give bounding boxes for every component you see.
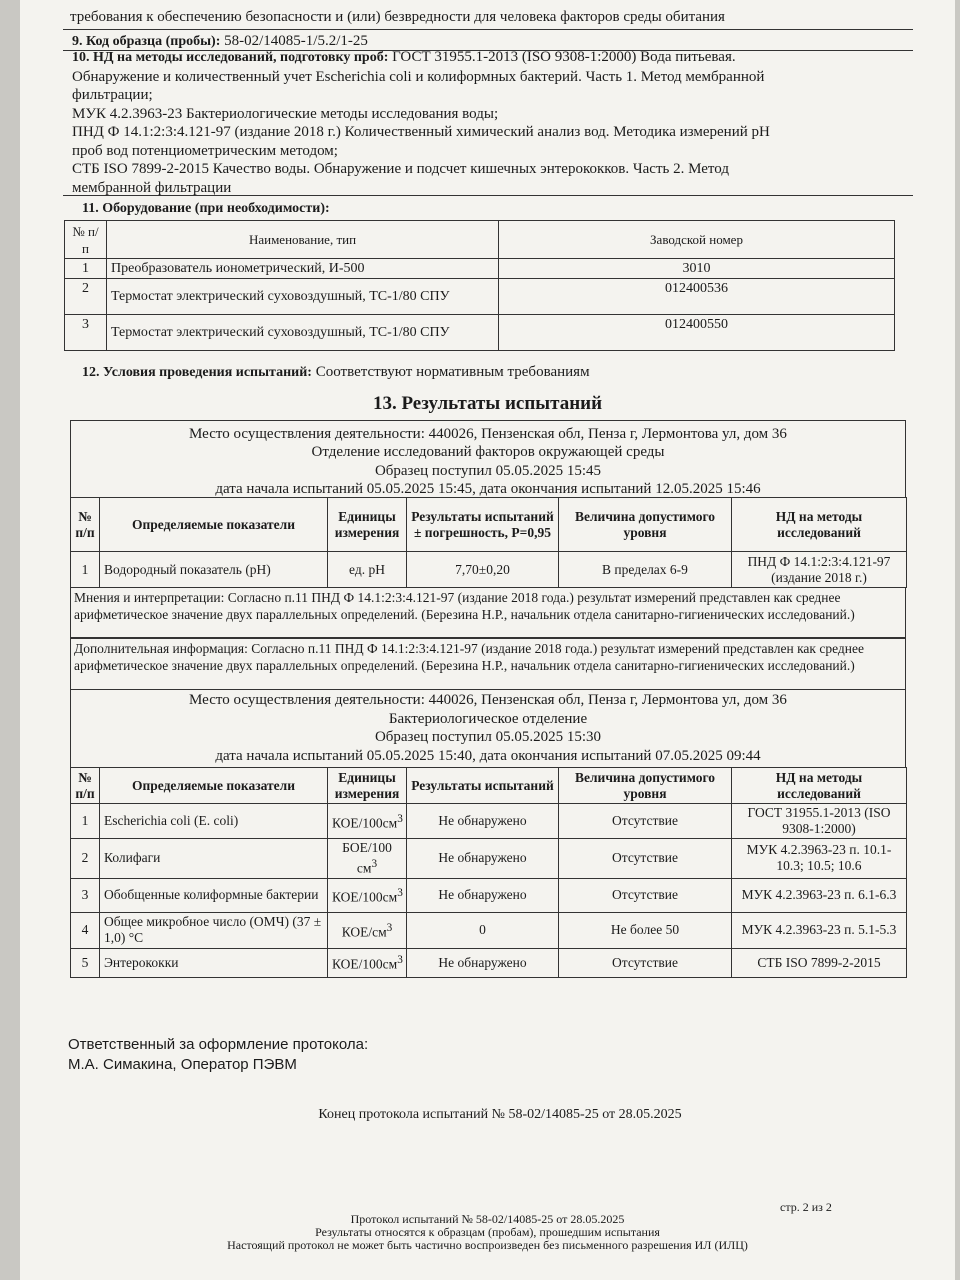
block2-info bbox=[70, 689, 906, 768]
result-method: МУК 4.2.3963-23 п. 6.1-6.3 bbox=[732, 878, 907, 912]
item10-line: ПНД Ф 14.1:2:3:4.121-97 (издание 2018 г.) Количественный химический анализ вод. Методика измерений pH bbox=[72, 124, 770, 140]
result-num: 1 bbox=[71, 552, 100, 588]
result-method: СТБ ISO 7899-2-2015 bbox=[732, 948, 907, 977]
block2-line: Образец поступил 05.05.2025 15:30 bbox=[374, 729, 602, 745]
equipment-num: 3 bbox=[65, 315, 107, 351]
result-value: Не обнаружено bbox=[407, 804, 559, 839]
results2-header-units: Единицы измерения bbox=[328, 768, 407, 804]
result-value: Не обнаружено bbox=[407, 878, 559, 912]
result-value: Не обнаружено bbox=[407, 839, 559, 879]
result-method: ПНД Ф 14.1:2:3:4.121-97 (издание 2018 г.) bbox=[732, 552, 907, 588]
item12-label: 12. Условия проведения испытаний: bbox=[82, 365, 312, 380]
item11-label: 11. Оборудование (при необходимости): bbox=[82, 201, 330, 216]
item10-line: Обнаружение и количественный учет Escherichia coli и колиформных бактерий. Часть 1. Метод мембранной bbox=[72, 68, 765, 85]
result-limit: Отсутствие bbox=[559, 839, 732, 879]
additional-info-note: Дополнительная информация: Согласно п.11 ПНД Ф 14.1:2:3:4.121-97 (издание 2018 года.) результат измерений представлен как среднее арифметическое значение двух параллельных определений. (Березина Н.Р., начальник отдела санитарно-гигиенических исследований.) bbox=[70, 638, 906, 690]
result-units-sup: 3 bbox=[397, 812, 403, 825]
equipment-header-serial: Заводской номер bbox=[499, 221, 895, 259]
footer bbox=[20, 1213, 955, 1252]
results2-header-row bbox=[71, 768, 907, 804]
equipment-header-name: Наименование, тип bbox=[107, 221, 499, 259]
result-limit: Отсутствие bbox=[559, 804, 732, 839]
results1-header-num: № п/п bbox=[71, 498, 100, 552]
table-row bbox=[71, 552, 907, 588]
equipment-serial: 012400536 bbox=[499, 279, 895, 315]
result-value: 0 bbox=[407, 912, 559, 948]
equipment-serial: 012400550 bbox=[499, 315, 895, 351]
top-line: требования к обеспечению безопасности и (или) безвредности для человека факторов среды обитания bbox=[70, 9, 725, 25]
result-units-sup: 3 bbox=[397, 886, 403, 899]
equipment-name: Преобразователь ионометрический, И-500 bbox=[107, 259, 499, 279]
result-limit: В пределах 6-9 bbox=[559, 552, 732, 588]
table-row bbox=[71, 912, 907, 948]
result-units-text: КОЕ/100см bbox=[332, 889, 398, 905]
block2-line: Место осуществления деятельности: 440026, Пензенская обл, Пенза г, Лермонтова ул, дом 36 bbox=[189, 692, 787, 708]
results1-header-limit: Величина допустимого уровня bbox=[559, 498, 732, 552]
results2-header-num: № п/п bbox=[71, 768, 100, 804]
result-limit: Отсутствие bbox=[559, 948, 732, 977]
result-value: Не обнаружено bbox=[407, 948, 559, 977]
table-row bbox=[71, 839, 907, 879]
result-units bbox=[328, 948, 407, 977]
table-row bbox=[71, 804, 907, 839]
results2-header-limit: Величина допустимого уровня bbox=[559, 768, 732, 804]
equipment-serial: 3010 bbox=[499, 259, 895, 279]
table-row bbox=[71, 948, 907, 977]
end-of-protocol: Конец протокола испытаний № 58-02/14085-25 от 28.05.2025 bbox=[318, 1107, 682, 1122]
result-units-text: КОЕ/100см bbox=[332, 815, 398, 831]
results-table-1 bbox=[70, 497, 907, 588]
footer-line: Настоящий протокол не может быть частично воспроизведен без письменного разрешения ИЛ (ИЛЦ) bbox=[227, 1238, 748, 1252]
results1-header-indicator: Определяемые показатели bbox=[100, 498, 328, 552]
result-indicator: Водородный показатель (pH) bbox=[100, 552, 328, 588]
result-units bbox=[328, 878, 407, 912]
results2-header-method: НД на методы исследований bbox=[732, 768, 907, 804]
item9-label: 9. Код образца (пробы): bbox=[72, 34, 221, 49]
result-method: МУК 4.2.3963-23 п. 10.1-10.3; 10.5; 10.6 bbox=[732, 839, 907, 879]
equipment-num: 2 bbox=[65, 279, 107, 315]
result-limit: Не более 50 bbox=[559, 912, 732, 948]
result-num: 4 bbox=[71, 912, 100, 948]
result-num: 3 bbox=[71, 878, 100, 912]
section13-title: 13. Результаты испытаний bbox=[372, 393, 603, 414]
item12 bbox=[82, 363, 590, 383]
result-units bbox=[328, 912, 407, 948]
results1-header-row bbox=[71, 498, 907, 552]
item10-line: проб вод потенциометрическим методом; bbox=[72, 142, 338, 159]
result-units-text: БОЕ/100 см bbox=[342, 840, 392, 876]
item9-value: 58-02/14085-1/5.2/1-25 bbox=[224, 33, 368, 49]
equipment-num: 1 bbox=[65, 259, 107, 279]
result-indicator: Энтерококки bbox=[100, 948, 328, 977]
block2-line: дата начала испытаний 05.05.2025 15:40, дата окончания испытаний 07.05.2025 09:44 bbox=[215, 748, 761, 764]
divider bbox=[63, 29, 913, 30]
footer-line: Результаты относятся к образцам (пробам), прошедшим испытания bbox=[315, 1225, 660, 1239]
item10-line1: ГОСТ 31955.1-2013 (ISO 9308-1:2000) Вода питьевая. bbox=[392, 49, 736, 65]
result-method: МУК 4.2.3963-23 п. 5.1-5.3 bbox=[732, 912, 907, 948]
table-row bbox=[65, 259, 895, 279]
item10-line: фильтрации; bbox=[72, 87, 153, 103]
item10 bbox=[72, 48, 912, 197]
result-units-text: КОЕ/см bbox=[341, 924, 387, 940]
block1-line: Отделение исследований факторов окружающей среды bbox=[311, 444, 665, 460]
divider bbox=[63, 195, 913, 196]
block1-line: Место осуществления деятельности: 440026, Пензенская обл, Пенза г, Лермонтова ул, дом 36 bbox=[189, 426, 787, 442]
result-num: 1 bbox=[71, 804, 100, 839]
item10-label: 10. НД на методы исследований, подготовку проб: bbox=[72, 50, 389, 65]
result-units-text: КОЕ/100см bbox=[332, 956, 398, 972]
equipment-table bbox=[64, 220, 895, 351]
table-row bbox=[65, 315, 895, 351]
result-method: ГОСТ 31955.1-2013 (ISO 9308-1:2000) bbox=[732, 804, 907, 839]
results-table-2 bbox=[70, 767, 907, 978]
equipment-header-row bbox=[65, 221, 895, 259]
result-indicator: Колифаги bbox=[100, 839, 328, 879]
result-value: 7,70±0,20 bbox=[407, 552, 559, 588]
item10-line: МУК 4.2.3963-23 Бактериологические методы исследования воды; bbox=[72, 105, 499, 122]
table-row bbox=[65, 279, 895, 315]
responsible bbox=[68, 1035, 368, 1075]
footer-line: Протокол испытаний № 58-02/14085-25 от 28.05.2025 bbox=[350, 1212, 625, 1226]
block1-line: дата начала испытаний 05.05.2025 15:45, дата окончания испытаний 12.05.2025 15:46 bbox=[215, 481, 761, 497]
responsible-label: Ответственный за оформление протокола: bbox=[68, 1036, 369, 1053]
results1-header-units: Единицы измерения bbox=[328, 498, 407, 552]
item12-value: Соответствуют нормативным требованиям bbox=[315, 364, 590, 380]
item10-line: СТБ ISO 7899-2-2015 Качество воды. Обнаружение и подсчет кишечных энтерококков. Часть 2. Метод bbox=[72, 161, 729, 177]
responsible-name: М.А. Симакина, Оператор ПЭВМ bbox=[68, 1056, 297, 1073]
block1-line: Образец поступил 05.05.2025 15:45 bbox=[374, 463, 602, 479]
opinion-note: Мнения и интерпретации: Согласно п.11 ПНД Ф 14.1:2:3:4.121-97 (издание 2018 года.) результат измерений представлен как среднее арифметическое значение двух параллельных определений. (Березина Н.Р., начальник отдела санитарно-гигиенических исследований.) bbox=[70, 587, 906, 638]
results2-header-indicator: Определяемые показатели bbox=[100, 768, 328, 804]
page-number: стр. 2 из 2 bbox=[780, 1200, 832, 1214]
equipment-name: Термостат электрический суховоздушный, ТС-1/80 СПУ bbox=[107, 315, 499, 351]
block1-info bbox=[70, 420, 906, 498]
equipment-name: Термостат электрический суховоздушный, ТС-1/80 СПУ bbox=[107, 279, 499, 315]
equipment-header-num: № п/п bbox=[65, 221, 107, 259]
result-units bbox=[328, 839, 407, 879]
table-row bbox=[71, 878, 907, 912]
result-units bbox=[328, 804, 407, 839]
result-num: 5 bbox=[71, 948, 100, 977]
result-units-sup: 3 bbox=[371, 858, 378, 870]
document-page bbox=[20, 0, 955, 1280]
result-units: ед. pH bbox=[328, 552, 407, 588]
result-units-sup: 3 bbox=[397, 954, 403, 967]
results1-header-method: НД на методы исследований bbox=[732, 498, 907, 552]
results1-header-result: Результаты испытаний ± погрешность, Р=0,95 bbox=[407, 498, 559, 552]
block2-line: Бактериологическое отделение bbox=[388, 711, 588, 727]
results2-header-result: Результаты испытаний bbox=[407, 768, 559, 804]
result-num: 2 bbox=[71, 839, 100, 879]
result-units-sup: 3 bbox=[386, 921, 393, 934]
result-indicator: Общее микробное число (ОМЧ) (37 ± 1,0) °С bbox=[100, 912, 328, 948]
item10-line: мембранной фильтрации bbox=[72, 179, 232, 196]
result-indicator: Escherichia coli (E. coli) bbox=[100, 804, 328, 839]
result-indicator: Обобщенные колиформные бактерии bbox=[100, 878, 328, 912]
result-limit: Отсутствие bbox=[559, 878, 732, 912]
